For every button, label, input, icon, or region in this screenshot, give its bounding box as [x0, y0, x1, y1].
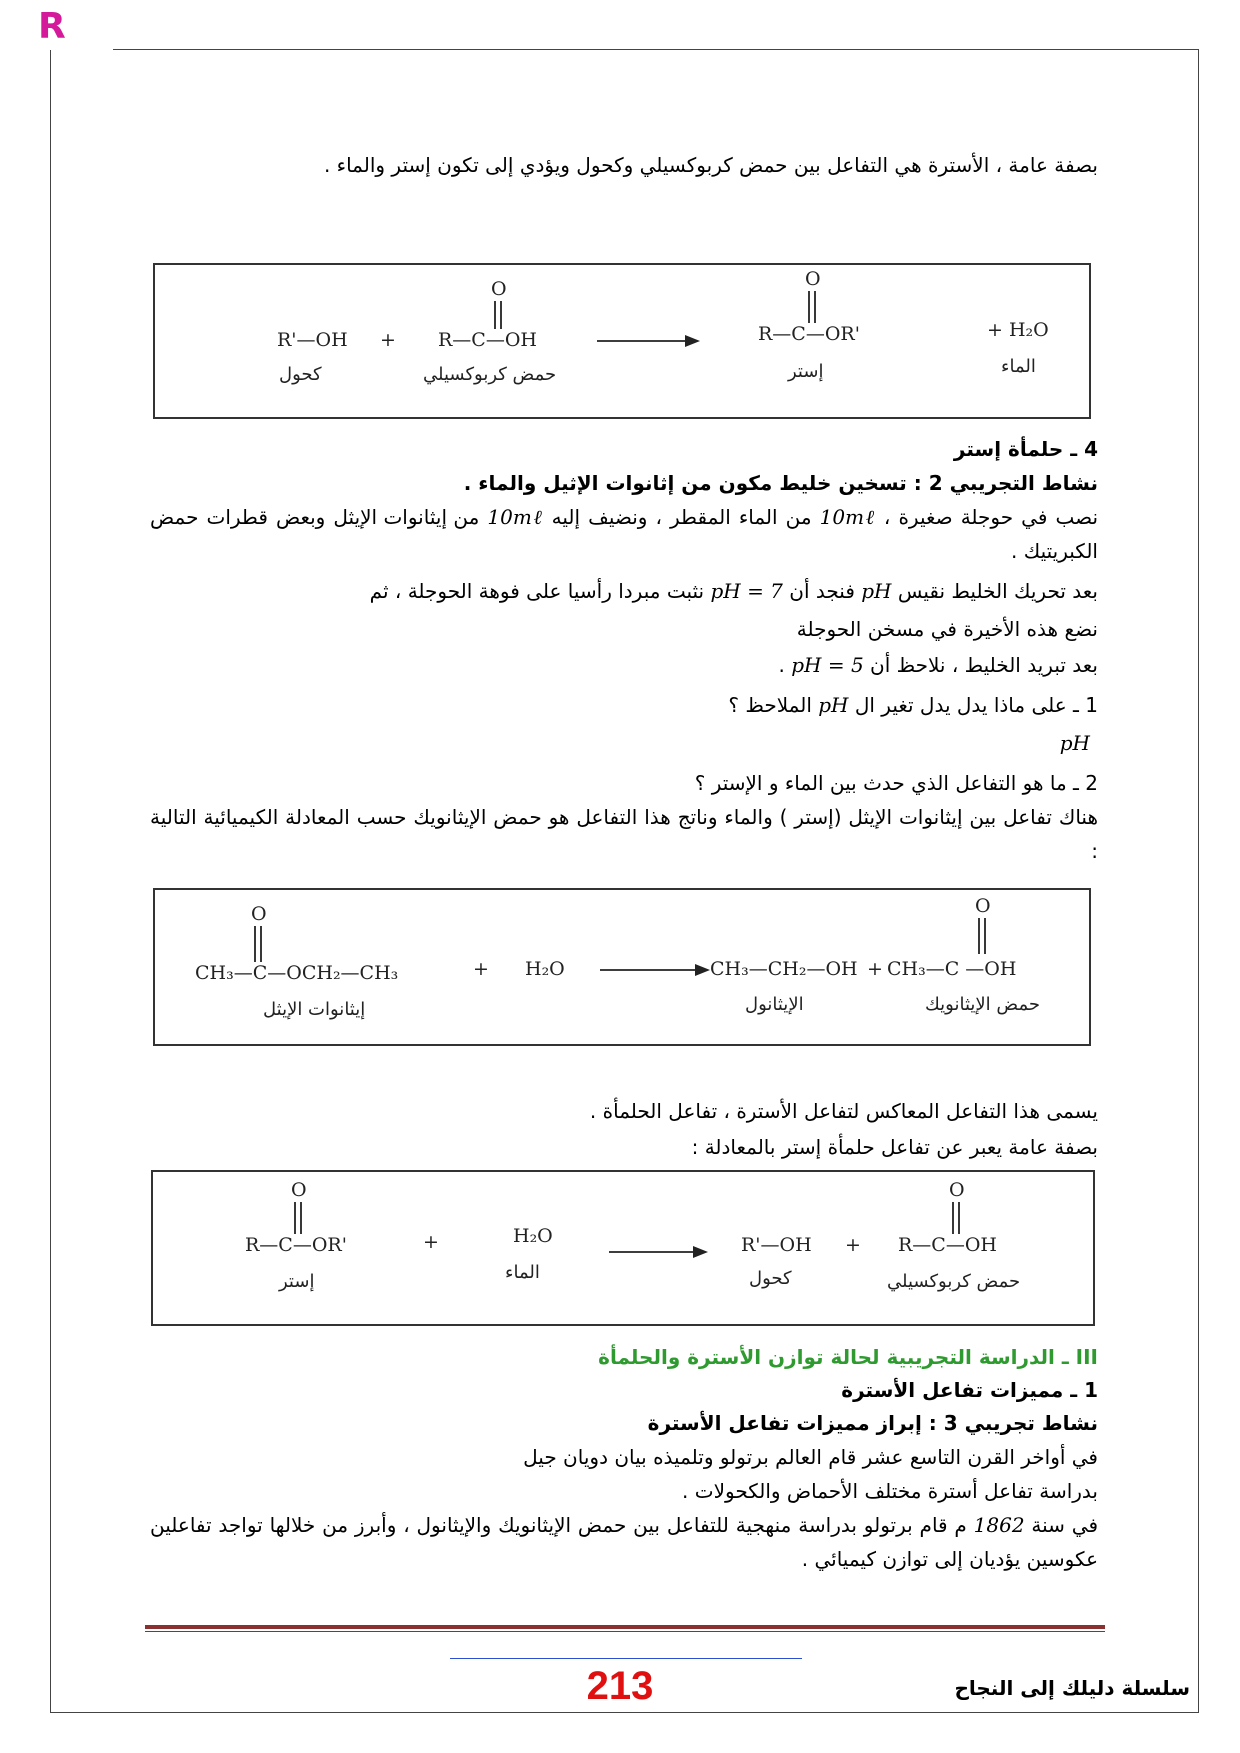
- ph-value-5: pH = 5: [791, 653, 864, 677]
- svg-text:الإيثانول: الإيثانول: [745, 994, 804, 1015]
- eq2-water: H₂O: [525, 958, 565, 980]
- svg-text:R—C—OH: R—C—OH: [438, 329, 537, 351]
- activity-2-paragraph-1: نصب في حوجلة صغيرة ، 10mℓ من الماء المقطر ، ونضيف إليه 10mℓ من إيثانوات الإيثل وبعض قطرات حمض الكبريتيك .: [150, 505, 1099, 563]
- volume-water: 10mℓ: [819, 505, 876, 529]
- ethyl-ethanoate-hydrolysis-svg: [155, 890, 1089, 1044]
- section-iii-subtitle: 1 ـ مميزات تفاعل الأسترة: [841, 1378, 1098, 1402]
- ester-eq-arrow: [597, 335, 700, 347]
- eq2-plus-1: +: [473, 958, 489, 980]
- svg-text:CH₃—C—OCH₂—CH₃: CH₃—C—OCH₂—CH₃: [195, 962, 399, 984]
- ester-eq-reactant-acid: [423, 278, 556, 385]
- ph-value-7: pH = 7: [710, 579, 783, 603]
- svg-text:كحول: كحول: [749, 1268, 792, 1289]
- activity-2-paragraph-3: نضع هذه الأخيرة في مسخن الحوجلة: [796, 617, 1098, 641]
- svg-text:حمض كربوكسيلي: حمض كربوكسيلي: [887, 1271, 1021, 1292]
- stray-ph-symbol: pH: [1059, 731, 1090, 755]
- footer-rule: [145, 1625, 1105, 1629]
- svg-text:O: O: [491, 278, 507, 300]
- question-1: 1 ـ على ماذا يدل يدل تغير ال pH الملاحظ ؟: [728, 693, 1098, 717]
- history-paragraph-3: في سنة 1862 م قام برتولو بدراسة منهجية للتفاعل بين حمض الإيثانويك والإيثانول ، وأبرز من خلالها تواجد تفاعلين عكوسين يؤديان إلى توازن كيميائي .: [150, 1513, 1099, 1571]
- eq3-arrow: [609, 1246, 708, 1258]
- svg-text:الماء: الماء: [505, 1262, 540, 1283]
- question-2: 2 ـ ما هو التفاعل الذي حدث بين الماء و الإستر ؟: [694, 771, 1098, 795]
- ester-eq-product-water: [987, 319, 1049, 377]
- svg-text:O: O: [949, 1179, 965, 1201]
- eq2-product-ethanol: [710, 958, 858, 1015]
- section-4-title: 4 ـ حلمأة إستر: [953, 437, 1098, 461]
- footer-rule-thin: [145, 1631, 1105, 1632]
- eq3-product-alcohol: [741, 1234, 812, 1289]
- svg-text:إيثانوات الإيثل: إيثانوات الإيثل: [263, 999, 366, 1020]
- general-hydrolysis-svg: [153, 1172, 1093, 1324]
- esterification-equation: [153, 263, 1091, 419]
- svg-text:حمض كربوكسيلي: حمض كربوكسيلي: [423, 364, 557, 385]
- svg-text:O: O: [975, 895, 991, 917]
- activity-2-title: نشاط التجريبي 2 : تسخين خليط مكون من إثانوات الإثيل والماء .: [463, 471, 1098, 495]
- general-hydrolysis-equation: [151, 1170, 1095, 1326]
- eq3-plus-2: +: [845, 1234, 861, 1256]
- ethyl-ethanoate-hydrolysis-equation: [153, 888, 1091, 1046]
- hydrolysis-general-intro: بصفة عامة يعبر عن تفاعل حلمأة إستر بالمعادلة :: [691, 1135, 1098, 1159]
- svg-text:CH₃—C —OH: CH₃—C —OH: [887, 958, 1017, 980]
- footer-blue-line: [450, 1658, 802, 1659]
- activity-2-paragraph-2: بعد تحريك الخليط نقيس pH فنجد أن pH = 7 نثبت مبردا رأسيا على فوهة الحوجلة ، ثم: [369, 579, 1098, 603]
- page-number: 213: [586, 1664, 654, 1708]
- answer-paragraph: هناك تفاعل بين إيثانوات الإيثل (إستر ) والماء وناتج هذا التفاعل هو حمض الإيثانويك حسب المعادلة الكيميائية التالية :: [150, 805, 1098, 863]
- svg-text:R—C—OR': R—C—OR': [758, 323, 860, 345]
- svg-text:R—C—OH: R—C—OH: [898, 1234, 997, 1256]
- ester-eq-reactant-alcohol: [277, 329, 348, 385]
- history-paragraph-1: في أواخر القرن التاسع عشر قام العالم برتولو وتلميذه بيان دويان جيل: [523, 1445, 1098, 1469]
- svg-text:+ H₂O: + H₂O: [987, 319, 1049, 341]
- svg-text:O: O: [805, 268, 821, 290]
- intro-paragraph: بصفة عامة ، الأسترة هي التفاعل بين حمض كربوكسيلي وكحول ويؤدي إلى تكون إستر والماء .: [323, 153, 1098, 177]
- svg-text:O: O: [251, 903, 267, 925]
- svg-text:كحول: كحول: [279, 364, 322, 385]
- svg-text:حمض الإيثانويك: حمض الإيثانويك: [925, 994, 1040, 1015]
- svg-text:O: O: [291, 1179, 307, 1201]
- svg-text:R'—OH: R'—OH: [741, 1234, 812, 1256]
- eq3-plus-1: +: [423, 1231, 439, 1253]
- svg-text:الماء: الماء: [1001, 356, 1036, 377]
- volume-ester: 10mℓ: [487, 505, 544, 529]
- svg-text:إستر: إستر: [788, 361, 824, 382]
- svg-text:H₂O: H₂O: [513, 1225, 553, 1247]
- svg-text:R—C—OR': R—C—OR': [245, 1234, 347, 1256]
- eq2-reactant-ester: [195, 903, 398, 1020]
- esterification-svg: [155, 265, 1089, 417]
- logo: R: [38, 6, 66, 47]
- series-title: سلسلة دليلك إلى النجاح: [954, 1676, 1190, 1700]
- eq3-product-acid: [887, 1179, 1020, 1292]
- svg-text:R'—OH: R'—OH: [277, 329, 348, 351]
- year-value: 1862: [973, 1513, 1025, 1537]
- activity-2-paragraph-4: بعد تبريد الخليط ، نلاحظ أن pH = 5 .: [778, 653, 1098, 677]
- eq3-reactant-ester: [245, 1179, 347, 1292]
- section-iii-title: III ـ الدراسة التجريبية لحالة توازن الأسترة والحلمأة: [598, 1345, 1098, 1369]
- eq2-arrow: [600, 964, 710, 976]
- history-paragraph-2: بدراسة تفاعل أسترة مختلف الأحماض والكحولات .: [682, 1479, 1098, 1503]
- svg-text:إستر: إستر: [279, 1271, 315, 1292]
- eq2-plus-2: +: [867, 958, 883, 980]
- svg-text:CH₃—CH₂—OH: CH₃—CH₂—OH: [710, 958, 858, 980]
- eq3-reactant-water: [505, 1225, 553, 1283]
- activity-3-title: نشاط تجريبي 3 : إبراز مميزات تفاعل الأسترة: [647, 1411, 1098, 1435]
- eq2-product-acid: [887, 895, 1040, 1015]
- ester-eq-product-ester: [758, 268, 860, 382]
- ester-eq-plus: +: [380, 329, 396, 351]
- hydrolysis-definition: يسمى هذا التفاعل المعاكس لتفاعل الأسترة ، تفاعل الحلمأة .: [589, 1099, 1098, 1123]
